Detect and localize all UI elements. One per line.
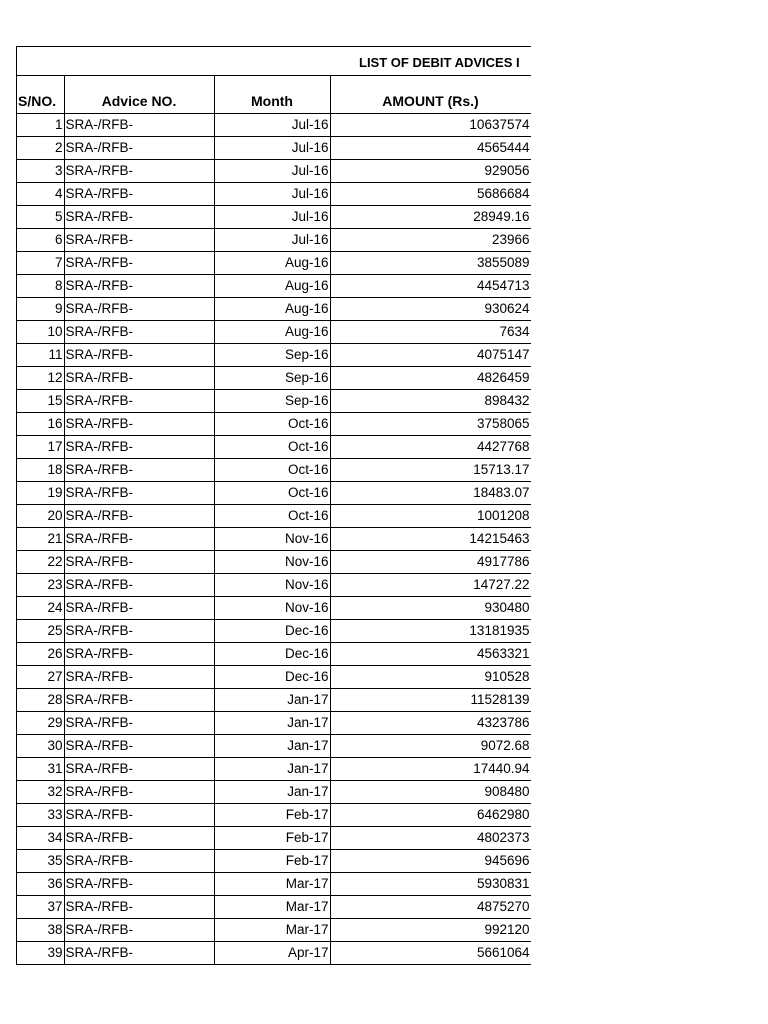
cell-sno: 37 — [17, 896, 64, 919]
cell-amount: 18483.07 — [330, 482, 531, 505]
cell-advice-no: SRA-/RFB- — [64, 275, 214, 298]
table-row — [17, 505, 531, 528]
cell-month: Jul-16 — [214, 229, 330, 252]
cell-sno: 22 — [17, 551, 64, 574]
cell-month: Oct-16 — [214, 459, 330, 482]
cell-advice-no: SRA-/RFB- — [64, 413, 214, 436]
cell-amount: 908480 — [330, 781, 531, 804]
table-row — [17, 252, 531, 275]
cell-advice-no: SRA-/RFB- — [64, 873, 214, 896]
cell-advice-no: SRA-/RFB- — [64, 896, 214, 919]
cell-sno: 2 — [17, 137, 64, 160]
table-row — [17, 344, 531, 367]
cell-amount: 23966 — [330, 229, 531, 252]
cell-month: Aug-16 — [214, 275, 330, 298]
column-header-month: Month — [214, 76, 330, 114]
cell-sno: 11 — [17, 344, 64, 367]
cell-amount: 14727.22 — [330, 574, 531, 597]
cell-sno: 15 — [17, 390, 64, 413]
cell-month: Nov-16 — [214, 574, 330, 597]
cell-advice-no: SRA-/RFB- — [64, 459, 214, 482]
cell-amount: 945696 — [330, 850, 531, 873]
table-row — [17, 390, 531, 413]
table-row — [17, 643, 531, 666]
cell-amount: 5686684 — [330, 183, 531, 206]
cell-sno: 25 — [17, 620, 64, 643]
cell-advice-no: SRA-/RFB- — [64, 229, 214, 252]
cell-amount: 11528139 — [330, 689, 531, 712]
cell-amount: 9072.68 — [330, 735, 531, 758]
cell-advice-no: SRA-/RFB- — [64, 160, 214, 183]
cell-month: Apr-17 — [214, 942, 330, 965]
cell-month: Jan-17 — [214, 758, 330, 781]
cell-amount: 4427768 — [330, 436, 531, 459]
table-row — [17, 229, 531, 252]
cell-month: Nov-16 — [214, 551, 330, 574]
cell-amount: 15713.17 — [330, 459, 531, 482]
cell-amount: 4875270 — [330, 896, 531, 919]
cell-month: Aug-16 — [214, 321, 330, 344]
cell-sno: 20 — [17, 505, 64, 528]
cell-sno: 1 — [17, 114, 64, 137]
cell-month: Sep-16 — [214, 367, 330, 390]
cell-month: Jan-17 — [214, 712, 330, 735]
cell-month: Oct-16 — [214, 505, 330, 528]
cell-advice-no: SRA-/RFB- — [64, 206, 214, 229]
table-row — [17, 482, 531, 505]
cell-amount: 28949.16 — [330, 206, 531, 229]
cell-sno: 27 — [17, 666, 64, 689]
cell-advice-no: SRA-/RFB- — [64, 942, 214, 965]
table-row — [17, 781, 531, 804]
cell-month: Feb-17 — [214, 850, 330, 873]
cell-sno: 38 — [17, 919, 64, 942]
cell-month: Jul-16 — [214, 183, 330, 206]
cell-sno: 7 — [17, 252, 64, 275]
table-row — [17, 160, 531, 183]
table-row — [17, 114, 531, 137]
cell-amount: 6462980 — [330, 804, 531, 827]
cell-amount: 3758065 — [330, 413, 531, 436]
table-row — [17, 689, 531, 712]
cell-sno: 34 — [17, 827, 64, 850]
cell-sno: 31 — [17, 758, 64, 781]
cell-month: Oct-16 — [214, 482, 330, 505]
cell-sno: 29 — [17, 712, 64, 735]
cell-amount: 930624 — [330, 298, 531, 321]
cell-advice-no: SRA-/RFB- — [64, 482, 214, 505]
cell-sno: 18 — [17, 459, 64, 482]
cell-advice-no: SRA-/RFB- — [64, 344, 214, 367]
cell-month: Sep-16 — [214, 344, 330, 367]
cell-advice-no: SRA-/RFB- — [64, 735, 214, 758]
cell-advice-no: SRA-/RFB- — [64, 689, 214, 712]
cell-amount: 14215463 — [330, 528, 531, 551]
cell-advice-no: SRA-/RFB- — [64, 505, 214, 528]
cell-month: Jul-16 — [214, 206, 330, 229]
cell-sno: 32 — [17, 781, 64, 804]
table-row — [17, 735, 531, 758]
table-row — [17, 413, 531, 436]
cell-sno: 33 — [17, 804, 64, 827]
cell-month: Dec-16 — [214, 620, 330, 643]
cell-month: Oct-16 — [214, 413, 330, 436]
column-header-advice-no: Advice NO. — [64, 76, 214, 114]
cell-sno: 23 — [17, 574, 64, 597]
cell-advice-no: SRA-/RFB- — [64, 321, 214, 344]
cell-month: Mar-17 — [214, 896, 330, 919]
table-row — [17, 321, 531, 344]
cell-sno: 17 — [17, 436, 64, 459]
cell-month: Dec-16 — [214, 643, 330, 666]
column-header-amount: AMOUNT (Rs.) — [330, 76, 531, 114]
table-row — [17, 298, 531, 321]
table-row — [17, 137, 531, 160]
table-row — [17, 206, 531, 229]
cell-month: Jan-17 — [214, 735, 330, 758]
cell-advice-no: SRA-/RFB- — [64, 436, 214, 459]
cell-month: Oct-16 — [214, 436, 330, 459]
cell-amount: 5930831 — [330, 873, 531, 896]
cell-advice-no: SRA-/RFB- — [64, 137, 214, 160]
cell-advice-no: SRA-/RFB- — [64, 252, 214, 275]
cell-advice-no: SRA-/RFB- — [64, 781, 214, 804]
cell-amount: 3855089 — [330, 252, 531, 275]
cell-amount: 4826459 — [330, 367, 531, 390]
cell-sno: 24 — [17, 597, 64, 620]
cell-sno: 9 — [17, 298, 64, 321]
table-row — [17, 804, 531, 827]
cell-amount: 4075147 — [330, 344, 531, 367]
table-row — [17, 183, 531, 206]
cell-amount: 13181935 — [330, 620, 531, 643]
cell-month: Jul-16 — [214, 160, 330, 183]
cell-sno: 12 — [17, 367, 64, 390]
cell-advice-no: SRA-/RFB- — [64, 574, 214, 597]
cell-amount: 4323786 — [330, 712, 531, 735]
cell-amount: 4565444 — [330, 137, 531, 160]
cell-sno: 10 — [17, 321, 64, 344]
table-row — [17, 528, 531, 551]
cell-sno: 4 — [17, 183, 64, 206]
sheet-title: LIST OF DEBIT ADVICES I — [359, 55, 520, 70]
table-row — [17, 275, 531, 298]
cell-sno: 30 — [17, 735, 64, 758]
table-body — [17, 114, 531, 965]
table-row — [17, 574, 531, 597]
cell-advice-no: SRA-/RFB- — [64, 298, 214, 321]
cell-sno: 16 — [17, 413, 64, 436]
column-header-sno: S/NO. — [17, 76, 64, 114]
cell-month: Feb-17 — [214, 804, 330, 827]
cell-advice-no: SRA-/RFB- — [64, 367, 214, 390]
cell-amount: 930480 — [330, 597, 531, 620]
cell-amount: 5661064 — [330, 942, 531, 965]
table-row — [17, 850, 531, 873]
cell-month: Aug-16 — [214, 298, 330, 321]
cell-month: Feb-17 — [214, 827, 330, 850]
cell-advice-no: SRA-/RFB- — [64, 758, 214, 781]
cell-sno: 5 — [17, 206, 64, 229]
cell-amount: 10637574 — [330, 114, 531, 137]
cell-amount: 898432 — [330, 390, 531, 413]
cell-sno: 21 — [17, 528, 64, 551]
cell-amount: 4454713 — [330, 275, 531, 298]
cell-month: Jan-17 — [214, 689, 330, 712]
cell-month: Mar-17 — [214, 873, 330, 896]
cell-sno: 39 — [17, 942, 64, 965]
table-row — [17, 367, 531, 390]
table-row — [17, 873, 531, 896]
cell-advice-no: SRA-/RFB- — [64, 597, 214, 620]
table-row — [17, 620, 531, 643]
cell-month: Mar-17 — [214, 919, 330, 942]
cell-amount: 4802373 — [330, 827, 531, 850]
table-row — [17, 919, 531, 942]
table-row — [17, 666, 531, 689]
cell-sno: 36 — [17, 873, 64, 896]
cell-amount: 4917786 — [330, 551, 531, 574]
cell-sno: 35 — [17, 850, 64, 873]
cell-advice-no: SRA-/RFB- — [64, 114, 214, 137]
cell-month: Aug-16 — [214, 252, 330, 275]
table-row — [17, 597, 531, 620]
table-row — [17, 827, 531, 850]
table-row — [17, 712, 531, 735]
table-row — [17, 459, 531, 482]
title-row — [17, 47, 531, 76]
header-row — [17, 76, 531, 114]
cell-advice-no: SRA-/RFB- — [64, 827, 214, 850]
debit-advice-table — [17, 76, 531, 965]
table-row — [17, 551, 531, 574]
cell-advice-no: SRA-/RFB- — [64, 620, 214, 643]
cell-month: Nov-16 — [214, 528, 330, 551]
cell-month: Sep-16 — [214, 390, 330, 413]
cell-month: Nov-16 — [214, 597, 330, 620]
cell-amount: 7634 — [330, 321, 531, 344]
cell-advice-no: SRA-/RFB- — [64, 666, 214, 689]
cell-amount: 929056 — [330, 160, 531, 183]
cell-amount: 17440.94 — [330, 758, 531, 781]
cell-month: Dec-16 — [214, 666, 330, 689]
table-row — [17, 436, 531, 459]
table-row — [17, 896, 531, 919]
cell-advice-no: SRA-/RFB- — [64, 528, 214, 551]
debit-advice-sheet — [16, 46, 531, 965]
cell-amount: 910528 — [330, 666, 531, 689]
cell-amount: 4563321 — [330, 643, 531, 666]
cell-advice-no: SRA-/RFB- — [64, 850, 214, 873]
cell-month: Jul-16 — [214, 137, 330, 160]
cell-advice-no: SRA-/RFB- — [64, 390, 214, 413]
cell-sno: 6 — [17, 229, 64, 252]
cell-sno: 26 — [17, 643, 64, 666]
table-row — [17, 758, 531, 781]
cell-sno: 3 — [17, 160, 64, 183]
cell-month: Jan-17 — [214, 781, 330, 804]
cell-amount: 992120 — [330, 919, 531, 942]
cell-advice-no: SRA-/RFB- — [64, 919, 214, 942]
cell-advice-no: SRA-/RFB- — [64, 804, 214, 827]
cell-advice-no: SRA-/RFB- — [64, 643, 214, 666]
cell-sno: 19 — [17, 482, 64, 505]
cell-advice-no: SRA-/RFB- — [64, 183, 214, 206]
table-row — [17, 942, 531, 965]
cell-sno: 28 — [17, 689, 64, 712]
cell-sno: 8 — [17, 275, 64, 298]
cell-advice-no: SRA-/RFB- — [64, 712, 214, 735]
cell-amount: 1001208 — [330, 505, 531, 528]
cell-advice-no: SRA-/RFB- — [64, 551, 214, 574]
cell-month: Jul-16 — [214, 114, 330, 137]
